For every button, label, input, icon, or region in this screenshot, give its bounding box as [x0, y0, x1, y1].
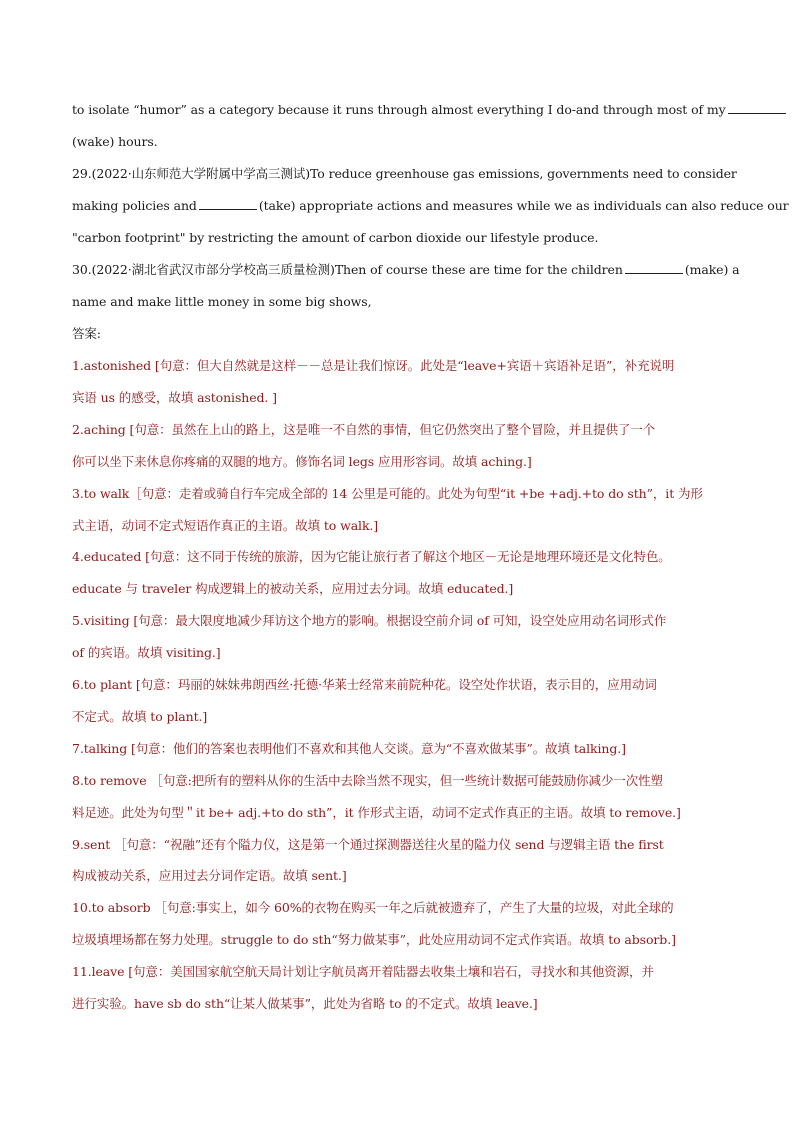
answer-line: 2.aching [句意：虽然在上山的路上，这是唯一不自然的事情，但它仍然突出了整个冒险，并且提供了一个	[72, 422, 656, 437]
answer-line: 10.to absorb ［句意:事实上，如今 60%的衣物在购买一年之后就被遗弃了，产生了大量的垃圾，对此全球的	[72, 900, 674, 915]
answer-line: 料足迹。此处为句型＂it be+ adj.+to do sth”，it 作形式主语，动词不定式作真正的主语。故填 to remove.]	[72, 805, 681, 820]
answer-blank-29[interactable]	[199, 197, 257, 210]
answer-line: educate 与 traveler 构成逻辑上的被动关系，应用过去分词。故填 educated.]	[72, 581, 514, 596]
question-29-text-b: (take) appropriate actions and measures while we as individuals can also reduce our	[258, 198, 789, 213]
answer-line: of 的宾语。故填 visiting.]	[72, 645, 221, 660]
question-29-line-1: 29.(2022·山东师范大学附属中学高三测试)To reduce greenhouse gas emissions, governments need to consider	[72, 166, 737, 181]
answer-line: 5.visiting [句意：最大限度地减少拜访这个地方的影响。根据设空前介词 of 可知，设空处应用动名词形式作	[72, 613, 667, 628]
question-29-line-3: "carbon footprint" by restricting the amount of carbon dioxide our lifestyle produce.	[72, 230, 599, 245]
answer-line: 你可以坐下来休息你疼痛的双腿的地方。修饰名词 legs 应用形容词。故填 aching.]	[72, 454, 532, 469]
question-30-line-1	[72, 260, 740, 280]
question-30-line-2: name and make little money in some big shows,	[72, 294, 372, 309]
question-28-line-2: (wake) hours.	[72, 134, 158, 149]
answer-blank-28[interactable]	[728, 101, 786, 114]
question-28-line-1	[72, 100, 734, 120]
answers-heading: 答案:	[72, 326, 101, 341]
answer-line: 7.talking [句意：他们的答案也表明他们不喜欢和其他人交谈。意为“不喜欢做某事”。故填 talking.]	[72, 741, 626, 756]
question-29-line-2	[72, 196, 789, 216]
answer-line: 不定式。故填 to plant.]	[72, 709, 208, 724]
answer-line: 宾语 us 的感受，故填 astonished. ]	[72, 390, 277, 405]
answer-line: 8.to remove ［句意:把所有的塑料从你的生活中去除当然不现实，但一些统计数据可能鼓励你减少一次性塑	[72, 773, 663, 788]
answer-line: 11.leave [句意：美国国家航空航天局计划让字航员离开着陆器去收集土壤和岩石，寻找水和其他资源，并	[72, 964, 654, 979]
answer-line: 构成被动关系，应用过去分词作定语。故填 sent.]	[72, 868, 347, 883]
answer-line: 垃圾填埋场都在努力处理。struggle to do sth“努力做某事”，此处应用动词不定式作宾语。故填 to absorb.]	[72, 932, 676, 947]
answer-line: 式主语，动词不定式短语作真正的主语。故填 to walk.]	[72, 518, 379, 533]
answer-line: 9.sent ［句意：“祝融”还有个隘力仪，这是第一个通过探测器送往火星的隘力仪 send 与逻辑主语 the first	[72, 837, 664, 852]
question-29-text-a: making policies and	[72, 198, 197, 213]
answer-line: 1.astonished [句意：但大自然就是这样－－总是让我们惊讶。此处是“leave+宾语＋宾语补足语”，补充说明	[72, 358, 675, 373]
answer-line: 6.to plant [句意：玛丽的妹妹弗朗西丝·托德·华莱士经常来前院种花。设空处作状语，表示目的，应用动词	[72, 677, 657, 692]
question-30-text-a: 30.(2022·湖北省武汉市部分学校高三质量检测)Then of course these are time for the children	[72, 262, 623, 277]
answer-line: 进行实验。have sb do sth“让某人做某事”，此处为省略 to 的不定式。故填 leave.]	[72, 996, 538, 1011]
question-28-text: to isolate “humor” as a category because it runs through almost everything I do-and through most of my	[72, 102, 726, 117]
answer-blank-30[interactable]	[625, 261, 683, 274]
answer-line: 4.educated [句意：这不同于传统的旅游，因为它能让旅行者了解这个地区－无论是地理环境还是文化特色。	[72, 549, 671, 564]
question-30-text-b: (make) a	[684, 262, 740, 277]
answer-line: 3.to walk［句意：走着或骑自行车完成全部的 14 公里是可能的。此处为句型“it +be +adj.+to do sth”，it 为形	[72, 486, 703, 501]
